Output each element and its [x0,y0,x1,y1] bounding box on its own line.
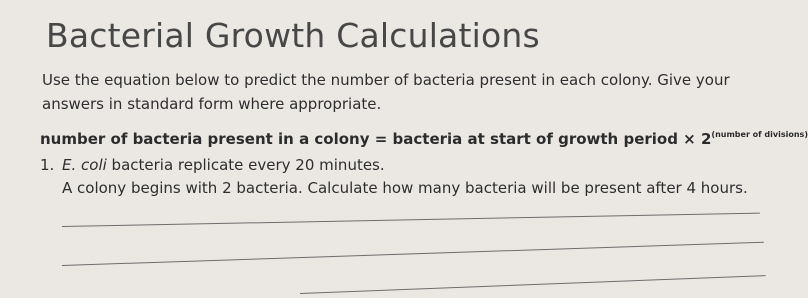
question-number: 1. [40,156,55,174]
answer-line-2[interactable] [62,242,764,266]
organism-name: E. coli [62,156,107,174]
question-1-prompt: A colony begins with 2 bacteria. Calculate how many bacteria will be present after 4 hours. [62,179,748,197]
instructions-text: Use the equation below to predict the number of bacteria present in each colony. Give your answers in standard form where appropriate. [42,71,730,113]
page-title: Bacterial Growth Calculations [46,16,540,55]
answer-line-1[interactable] [62,213,760,228]
answer-line-3[interactable] [300,275,766,294]
question-statement: bacteria replicate every 20 minutes. [106,156,385,174]
equation-exponent: (number of divisions) [711,130,808,139]
growth-equation [40,130,808,148]
equation-main: number of bacteria present in a colony = bacteria at start of growth period × 2 [40,130,712,148]
question-1-statement [40,156,385,174]
